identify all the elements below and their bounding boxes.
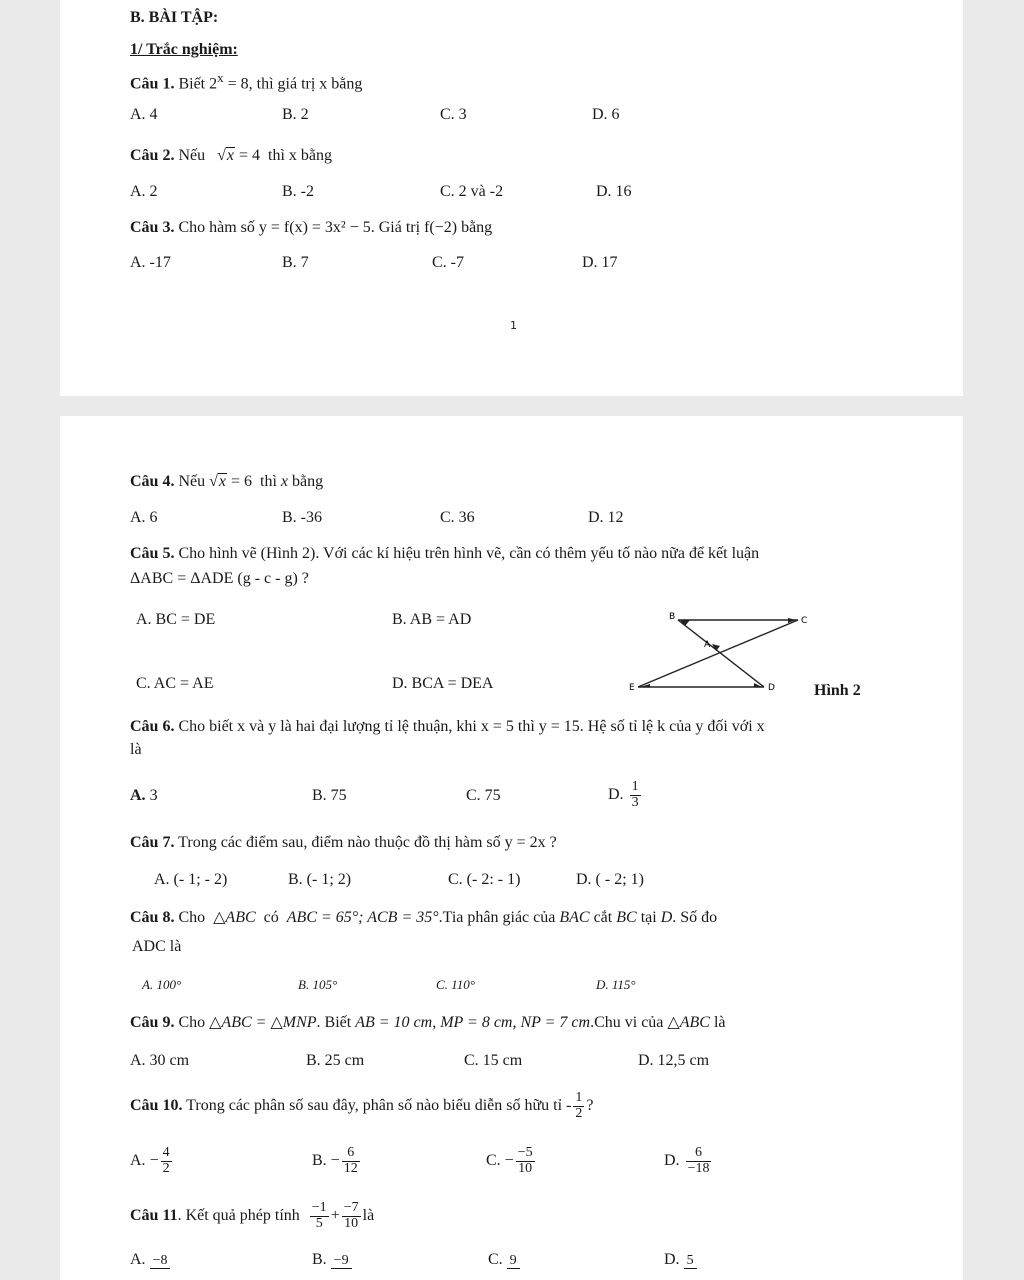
page-2 [60, 416, 963, 1280]
option-d: D. ( - 2; 1) [576, 871, 644, 888]
question-2: Câu 2. Nếu √x = 4 thì x bằng [130, 147, 333, 164]
figure-caption: Hình 2 [814, 682, 861, 699]
fraction: $\frac{6}{-18}$ [687, 1145, 710, 1176]
option-d: D. 115° [596, 977, 636, 992]
question-7: Câu 7. Trong các điểm sau, điểm nào thuộc đồ thị hàm số y = 2x ? [130, 834, 557, 851]
section-title: B. BÀI TẬP: [130, 9, 219, 26]
option-d: D. 16 [596, 183, 632, 200]
question-6: Câu 6. Cho biết x và y là hai đại lượng tỉ lệ thuận, khi x = 5 thì y = 15. Hệ số tỉ lệ k của y đối với x [130, 718, 765, 735]
option-c: C. 75 [466, 787, 501, 804]
option-c: C. − $\frac{-5}{10}$ [486, 1145, 533, 1176]
fraction: $\frac{-1}{5}$ [311, 1200, 327, 1231]
question-5-line2: ΔABC = ΔADE (g - c - g) ? [130, 570, 309, 587]
question-11: Câu 11. Kết quả phép tính $\frac{-1}{5}$ + $\frac{-7}{10}$ là [130, 1200, 375, 1231]
question-3: Câu 3. Cho hàm số y = f(x) = 3x² − 5. Giá trị f(−2) bằng [130, 219, 493, 236]
question-10: Câu 10. Trong các phân số sau đây, phân số nào biểu diễn số hữu tỉ - $\frac{1}{2}$ ? [130, 1090, 594, 1121]
option-b: B. − $\frac{6}{12}$ [312, 1145, 358, 1176]
option-d: D. BCA = DEA [392, 675, 494, 692]
fraction: $\frac{6}{12}$ [343, 1145, 358, 1176]
option-a: A. BC = DE [136, 611, 216, 628]
option-a: A. − $\frac{4}{2}$ [130, 1145, 170, 1176]
option-d: D. 12 [588, 509, 624, 526]
label-c: C [801, 616, 808, 626]
option-c: C. 110° [436, 977, 475, 992]
option-a: A. (- 1; - 2) [154, 871, 228, 888]
option-b: B. −9 [312, 1252, 352, 1269]
option-d: D. 12,5 cm [638, 1052, 710, 1069]
label-a: A [704, 640, 711, 650]
fraction: $\frac{4}{2}$ [162, 1145, 170, 1176]
option-c: C. 3 [440, 106, 467, 123]
question-4: Câu 4. Nếu √x = 6 thì x bằng [130, 473, 324, 490]
option-c: C. AC = AE [136, 675, 214, 692]
option-c: C. 15 cm [464, 1052, 523, 1069]
option-c: C. 9 [488, 1252, 520, 1269]
label-d: D [768, 683, 775, 693]
option-c: C. 2 và -2 [440, 183, 504, 200]
fraction: $\frac{1}{3}$ [631, 779, 639, 810]
option-c: C. -7 [432, 254, 464, 271]
fraction: $\frac{-5}{10}$ [517, 1145, 533, 1176]
page-number: 1 [510, 319, 517, 332]
page-1 [60, 0, 963, 396]
option-b: B. (- 1; 2) [288, 871, 352, 888]
option-b: B. 7 [282, 254, 309, 271]
option-c: C. (- 2: - 1) [448, 871, 521, 888]
option-b: B. 105° [298, 977, 338, 992]
option-b: B. 75 [312, 787, 347, 804]
option-a: A. 3 [130, 787, 158, 804]
question-8-line2: ADC là [132, 938, 182, 955]
option-d: D. $\frac{6}{-18}$ [664, 1145, 710, 1176]
option-d: D. 6 [592, 106, 620, 123]
question-6-line2: là [130, 741, 142, 758]
option-b: B. -36 [282, 509, 322, 526]
option-b: B. 2 [282, 106, 309, 123]
question-8: Câu 8. Cho △ABC có ABC = 65°; ACB = 35°.Tia phân giác của BAC cắt BC tại D. Số đo [130, 909, 718, 926]
option-a: A. 30 cm [130, 1052, 190, 1069]
option-a: A. 4 [130, 106, 158, 123]
option-b: B. -2 [282, 183, 314, 200]
label-b: B [669, 612, 676, 622]
question-label: Câu 1. [130, 75, 175, 93]
option-a: A. 2 [130, 183, 158, 200]
option-b: B. 25 cm [306, 1052, 365, 1069]
option-d: D. 5 [664, 1252, 697, 1269]
option-a: A. 100° [142, 977, 182, 992]
option-d: D. $\frac{1}{3}$ [608, 779, 639, 810]
question-1: Câu 1. Biết $2^x = 8$, thì giá trị x bằng [130, 70, 363, 93]
fraction: $\frac{1}{2}$ [575, 1090, 583, 1121]
question-5: Câu 5. Cho hình vẽ (Hình 2). Với các kí hiệu trên hình vẽ, cần có thêm yếu tố nào nữa để kết luận [130, 545, 760, 562]
option-a: A. −8 [130, 1252, 170, 1269]
fraction: $\frac{-7}{10}$ [343, 1200, 359, 1231]
option-a: A. 6 [130, 509, 158, 526]
option-d: D. 17 [582, 254, 618, 271]
option-c: C. 36 [440, 509, 475, 526]
subsection-title: 1/ Trắc nghiệm: [130, 41, 238, 58]
figure-2 [620, 610, 820, 700]
option-b: B. AB = AD [392, 611, 472, 628]
segment-bd [678, 620, 764, 687]
option-a: A. -17 [130, 254, 171, 271]
question-9: Câu 9. Cho △ABC = △MNP. Biết AB = 10 cm, MP = 8 cm, NP = 7 cm.Chu vi của △ABC là [130, 1014, 726, 1031]
label-e: E [629, 683, 635, 693]
segment-ce [638, 620, 798, 687]
